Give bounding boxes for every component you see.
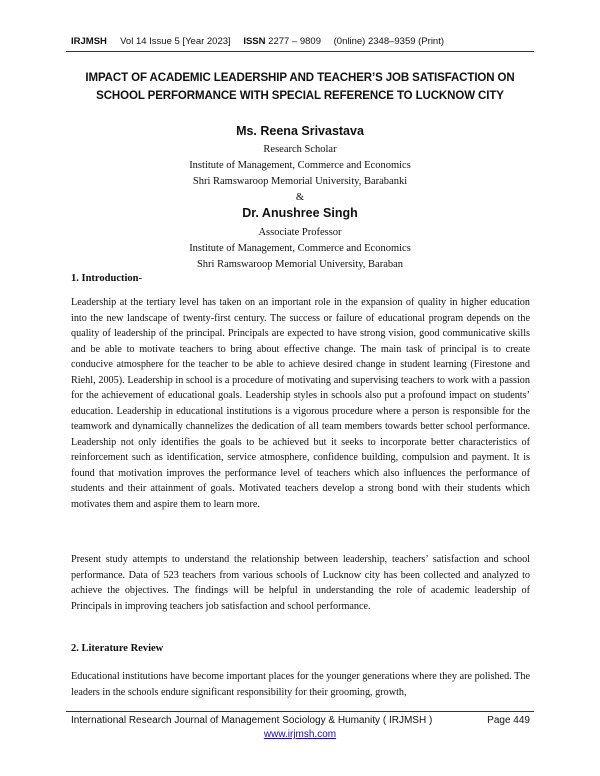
author2-university: Shri Ramswaroop Memorial University, Baraban xyxy=(196,259,404,270)
introduction-paragraph-1: Leadership at the tertiary level has taken on an important role in the expansion of quality in higher education into the new landscape of twenty-first century. The success or failure of educational program depends on the quality of leadership of the principal. Principals are expected to have strong vision, good communicative skills and be able to motivate teachers to bring about effective change. The main task of principal is to create conducive atmosphere for the teacher to be able to achieve desired change in student learning (Firestone and Riehl, 2005). Leadership in school is a procedure of motivating and supervising teachers to work with a passion for the achievement of educational goals. Leadership styles in schools also put a profound impact on students’ education. Leadership in educational institutions is a vigorous procedure where a person is responsible for the teamwork and dynamically channelizes the dedication of all team members towards better school performance. Leadership not only identifies the goals to be achieved but it seeks to incorporate better characteristics of reinforcement such as identification, service atmosphere, confidence building, compulsion and payment. It is found that motivation improves the performance level of teachers which also influences the performance of students and their attainment of goals. Motivated teachers develop a strong bond with their students which motivates them and aspire them to learn more. xyxy=(71,297,530,510)
author1-role: Research Scholar xyxy=(263,144,337,155)
issn-label: ISSN xyxy=(243,36,266,47)
paper-title: IMPACT OF ACADEMIC LEADERSHIP AND TEACHER’S JOB SATISFACTION ON SCHOOL PERFORMANCE WITH SPECIAL REFERENCE TO LUCKNOW CITY xyxy=(85,72,515,102)
header-divider xyxy=(66,51,534,52)
ampersand: & xyxy=(295,192,305,203)
volume-info: Vol 14 Issue 5 [Year 2023] xyxy=(120,36,231,47)
footer-divider xyxy=(66,711,534,712)
author1-name: Ms. Reena Srivastava xyxy=(236,124,364,138)
introduction-paragraph-2: Present study attempts to understand the relationship between leadership, teachers’ satisfaction and school performance. Data of 523 teachers from various schools of Lucknow city has been collected and analyzed to achieve the objectives. The findings will be helpful in understanding the role of academic leadership of Principals in improving teachers job satisfaction and school performance. xyxy=(71,554,530,612)
author2-institute: Institute of Management, Commerce and Economics xyxy=(189,243,411,254)
running-header xyxy=(71,36,454,47)
author1-institute: Institute of Management, Commerce and Economics xyxy=(189,160,411,171)
page-footer xyxy=(71,715,530,726)
issn-online-print: (0nline) 2348–9359 (Print) xyxy=(333,36,445,47)
footer-journal-name: International Research Journal of Management Sociology & Humanity ( IRJMSH ) xyxy=(71,715,433,726)
journal-abbr: IRJMSH xyxy=(71,36,107,47)
issn-number: 2277 – 9809 xyxy=(268,36,321,47)
section-heading-literature-review: 2. Literature Review xyxy=(71,643,164,654)
literature-review-paragraph-1: Educational institutions have become important places for the younger generations where they are polished. The leaders in the schools endure significant responsibility for their grooming, growth, xyxy=(71,671,530,698)
website-link[interactable]: www.irjmsh.com xyxy=(263,729,337,740)
author1-university: Shri Ramswaroop Memorial University, Barabanki xyxy=(192,176,408,187)
author2-role: Associate Professor xyxy=(258,227,342,238)
section-heading-introduction: 1. Introduction- xyxy=(71,273,142,284)
page-number: Page 449 xyxy=(487,715,530,726)
author2-name: Dr. Anushree Singh xyxy=(242,206,358,220)
